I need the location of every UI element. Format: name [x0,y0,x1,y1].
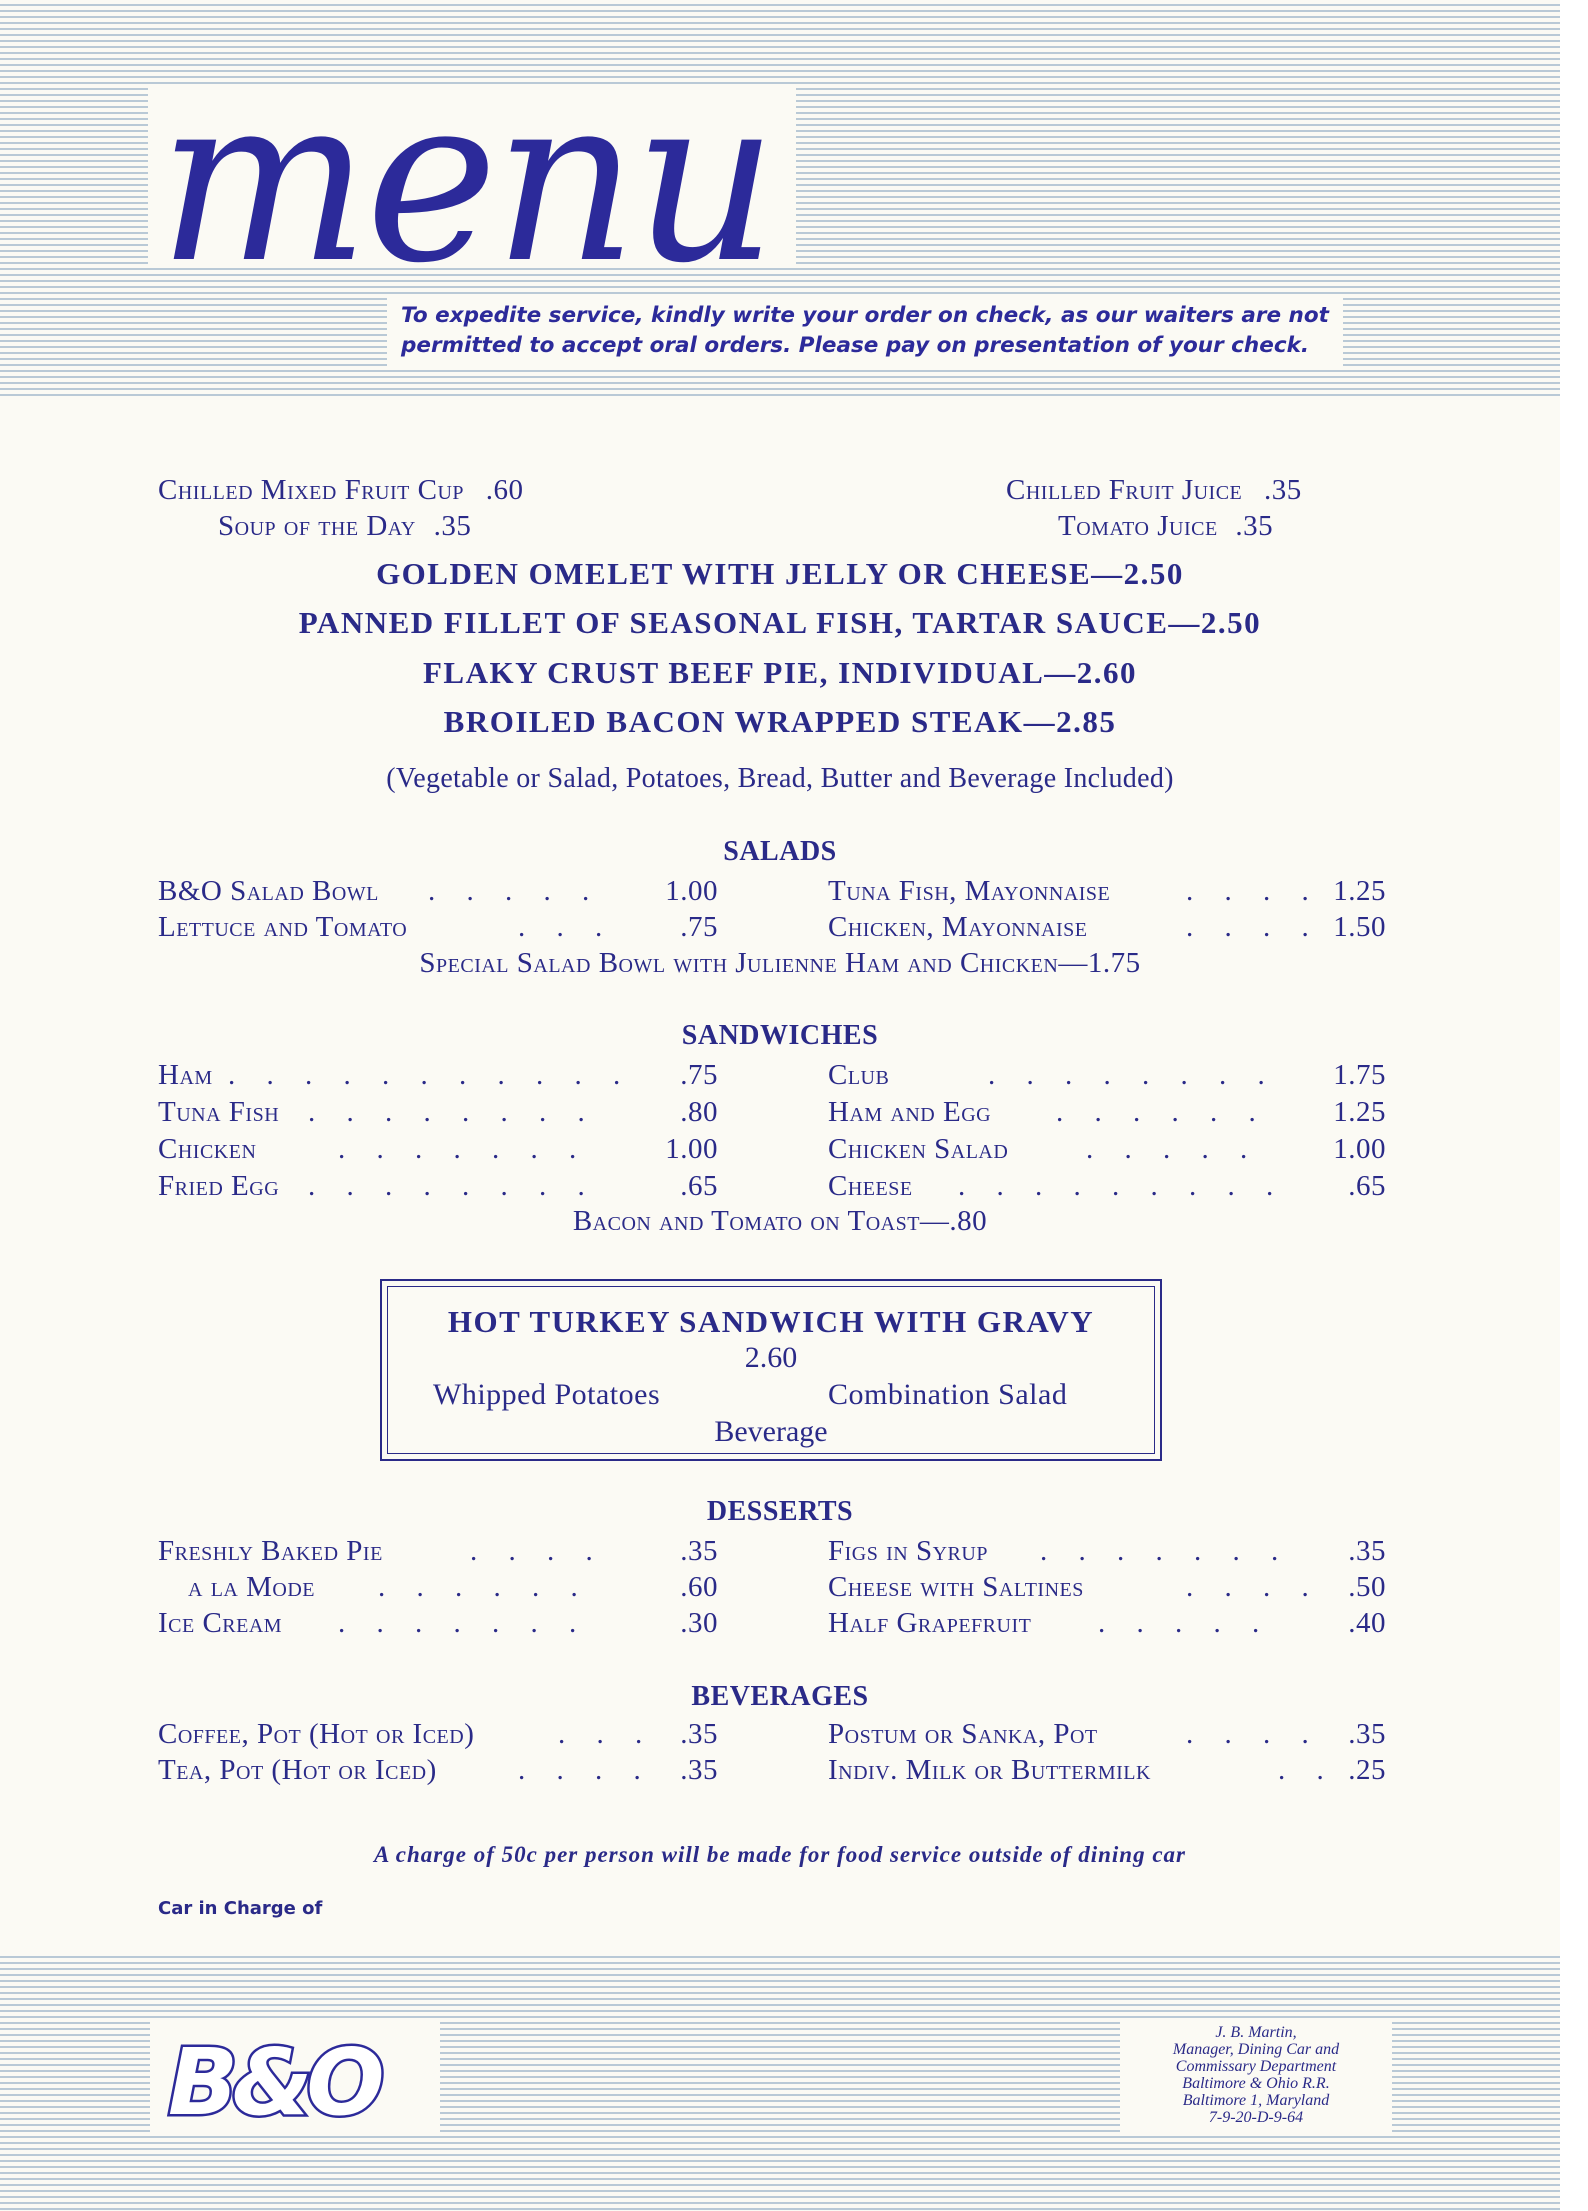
item-price: 1.75 [1333,1059,1386,1091]
menu-row: Tea, Pot (Hot or Iced) . . . . .35 [158,1754,718,1786]
menu-row: Chicken Salad . . . . . 1.00 [828,1133,1386,1165]
special-sandwich: Bacon and Tomato on Toast—.80 [572,1205,988,1237]
starter-item [1006,474,1302,507]
notice-line-2: permitted to accept oral orders. Please pay on presentation of your check. [401,333,1310,358]
menu-row: B&O Salad Bowl . . . . . 1.00 [158,875,718,907]
desserts-heading: DESSERTS [706,1496,854,1527]
order-notice [387,295,1343,367]
item-name: Postum or Sanka, Pot [828,1718,1098,1750]
title-panel [148,88,796,265]
item-name: Half Grapefruit [828,1607,1032,1639]
item-name: Chicken Salad [828,1133,1009,1165]
starter-item [158,474,524,507]
menu-row: Chicken, Mayonnaise . . . . 1.50 [828,911,1386,943]
item-price: .35 [433,510,472,542]
bo-logo [160,2028,410,2128]
feature-price: 2.60 [744,1341,798,1374]
menu-row: Chicken . . . . . . . 1.00 [158,1133,718,1165]
item-name: Chicken [158,1133,257,1165]
item-price: .65 [680,1170,718,1202]
item-price: .50 [1348,1571,1386,1603]
menu-row: Figs in Syrup . . . . . . . .35 [828,1535,1386,1567]
menu-row: Cheese . . . . . . . . . .65 [828,1170,1386,1202]
menu-row: Freshly Baked Pie . . . . .35 [158,1535,718,1567]
item-price: .25 [1348,1754,1386,1786]
special-salad: Special Salad Bowl with Julienne Ham and Chicken—1.75 [419,947,1141,979]
beverages-heading: BEVERAGES [691,1681,869,1712]
item-price: .40 [1348,1607,1386,1639]
menu-row: Tuna Fish . . . . . . . . .80 [158,1096,718,1128]
logo-panel [150,2022,440,2136]
item-price: 1.50 [1333,911,1386,943]
menu-row: a la Mode . . . . . . .60 [188,1571,718,1603]
menu-row: Ham and Egg . . . . . . 1.25 [828,1096,1386,1128]
logo-text: B&O [168,2029,379,2128]
menu-row: Lettuce and Tomato . . . .75 [158,911,718,943]
item-price: .35 [1235,510,1274,542]
item-price: .35 [1348,1718,1386,1750]
feature-side: Combination Salad [828,1378,1068,1411]
item-name: Ham and Egg [828,1096,992,1128]
item-name: Chilled Mixed Fruit Cup [158,474,465,506]
item-price: 1.00 [665,875,718,907]
item-name: Fried Egg [158,1170,280,1202]
car-in-charge-label: Car in Charge of [158,1898,323,1919]
item-name: Tuna Fish [158,1096,280,1128]
menu-row: Ice Cream . . . . . . . .30 [158,1607,718,1639]
item-name: Cheese [828,1170,913,1202]
menu-row: Coffee, Pot (Hot or Iced) . . . .35 [158,1718,718,1750]
item-name: Indiv. Milk or Buttermilk [828,1754,1151,1786]
item-name: Figs in Syrup [828,1535,988,1567]
item-name: Ham [158,1059,213,1091]
menu-row: Tuna Fish, Mayonnaise . . . . 1.25 [828,875,1386,907]
menu-row: Postum or Sanka, Pot . . . . .35 [828,1718,1386,1750]
entree-line: PANNED FILLET OF SEASONAL FISH, TARTAR SAUCE—2.50 [298,605,1262,640]
starter-item [1058,510,1273,543]
signature-line: 7-9-20-D-9-64 [1208,2109,1304,2126]
item-price: 1.00 [665,1133,718,1165]
item-price: 1.00 [1333,1133,1386,1165]
item-name: Club [828,1059,890,1091]
charge-note: A charge of 50c per person will be made for food service outside of dining car [373,1842,1187,1867]
notice-panel [387,295,1343,367]
signature-block [1120,2018,1392,2132]
item-price: .75 [680,911,718,943]
feature-side: Beverage [714,1415,828,1448]
item-price: .60 [680,1571,718,1603]
item-price: 1.25 [1333,875,1386,907]
item-price: .30 [680,1607,718,1639]
item-name: Coffee, Pot (Hot or Iced) [158,1718,475,1750]
salads-heading: SALADS [723,836,837,867]
item-name: Freshly Baked Pie [158,1535,383,1567]
menu-row: Indiv. Milk or Buttermilk . . .25 [828,1754,1386,1786]
item-price: .60 [485,474,524,506]
sandwiches-heading: SANDWICHES [681,1020,879,1051]
signature-line: Manager, Dining Car and [1172,2041,1340,2058]
item-price: 1.25 [1333,1096,1386,1128]
item-price: .35 [680,1754,718,1786]
feature-title: HOT TURKEY SANDWICH WITH GRAVY [447,1304,1095,1339]
item-name: Tea, Pot (Hot or Iced) [158,1754,437,1786]
entree-line: GOLDEN OMELET WITH JELLY OR CHEESE—2.50 [376,556,1184,591]
menu-row: Club . . . . . . . . 1.75 [828,1059,1386,1091]
feature-box-inner [387,1286,1155,1454]
item-price: .35 [680,1535,718,1567]
item-name: Chilled Fruit Juice [1006,474,1243,506]
item-price: .75 [680,1059,718,1091]
item-price: .65 [1348,1170,1386,1202]
item-price: .35 [1264,474,1302,506]
item-price: .35 [680,1718,718,1750]
entree-line: FLAKY CRUST BEEF PIE, INDIVIDUAL—2.60 [422,655,1138,690]
item-name: Ice Cream [158,1607,283,1639]
item-name: Soup of the Day [218,510,416,542]
signature-line: Baltimore 1, Maryland [1182,2092,1330,2109]
item-name: B&O Salad Bowl [158,875,379,907]
signature-panel [1120,2018,1392,2132]
page-title: menu [158,88,774,265]
item-name: Chicken, Mayonnaise [828,911,1088,943]
entree-line: BROILED BACON WRAPPED STEAK—2.85 [443,704,1117,739]
menu-row: Cheese with Saltines . . . . .50 [828,1571,1386,1603]
item-name: Tuna Fish, Mayonnaise [828,875,1111,907]
item-name: Lettuce and Tomato [158,911,408,943]
menu-row: Ham . . . . . . . . . . . .75 [158,1059,718,1091]
feature-side: Whipped Potatoes [433,1378,661,1411]
starter-item [218,510,471,543]
signature-line: Baltimore & Ohio R.R. [1182,2075,1330,2092]
notice-line-1: To expedite service, kindly write your order on check, as our waiters are not [401,303,1329,328]
entree-note: (Vegetable or Salad, Potatoes, Bread, Butter and Beverage Included) [386,763,1174,794]
item-price: .80 [680,1096,718,1128]
item-name: Tomato Juice [1058,510,1218,542]
feature-box [380,1279,1162,1461]
menu-row: Fried Egg . . . . . . . . .65 [158,1170,718,1202]
signature-line: J. B. Martin, [1215,2024,1297,2041]
item-name: Cheese with Saltines [828,1571,1084,1603]
menu-row: Half Grapefruit . . . . . .40 [828,1607,1386,1639]
item-name: a la Mode [188,1571,315,1603]
item-price: .35 [1348,1535,1386,1567]
signature-line: Commissary Department [1175,2058,1337,2075]
